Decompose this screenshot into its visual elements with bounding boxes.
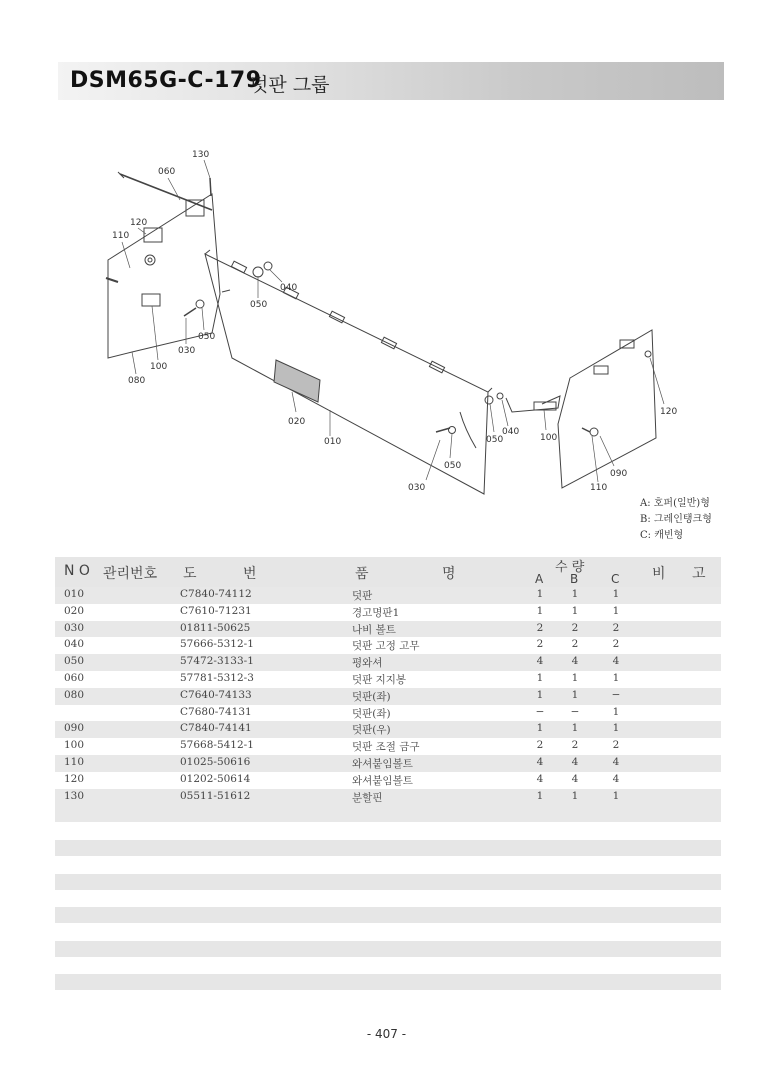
cell-b: 2 bbox=[571, 638, 579, 651]
cell-c: 1 bbox=[612, 789, 620, 802]
header-qty-b: B bbox=[570, 572, 579, 586]
callout-050-mid: 050 bbox=[486, 435, 504, 445]
table-row bbox=[55, 721, 721, 738]
cell-a: 1 bbox=[536, 722, 544, 735]
cell-c: 4 bbox=[612, 655, 620, 668]
right-panel-shape bbox=[558, 330, 656, 488]
table-row bbox=[55, 671, 721, 688]
cell-name: 덧판(좌) bbox=[352, 690, 391, 703]
cell-a: 1 bbox=[536, 671, 544, 684]
cell-no: 060 bbox=[64, 671, 85, 684]
header-no: N O bbox=[64, 563, 90, 579]
callout-030-bottom: 030 bbox=[408, 483, 426, 493]
callout-120-left: 120 bbox=[130, 218, 148, 228]
cell-a: 4 bbox=[536, 772, 544, 785]
cell-c: 1 bbox=[612, 705, 620, 718]
table-row bbox=[55, 688, 721, 705]
blank-row-band bbox=[55, 840, 721, 856]
header-remark-2: 고 bbox=[692, 566, 706, 582]
cell-dwg: 01811-50625 bbox=[180, 621, 251, 634]
callout-120-right: 120 bbox=[660, 407, 678, 417]
cell-name: 경고명판1 bbox=[352, 606, 400, 619]
cell-c: 1 bbox=[612, 671, 620, 684]
callout-110-right: 110 bbox=[590, 483, 608, 493]
cell-b: 4 bbox=[571, 755, 579, 768]
header-name-2: 명 bbox=[442, 566, 456, 582]
cell-c: 1 bbox=[612, 588, 620, 600]
cell-name: 나비 볼트 bbox=[352, 623, 396, 636]
header-quantity: 수 량 bbox=[555, 560, 585, 575]
callout-100-right: 100 bbox=[540, 433, 558, 443]
cell-no: 110 bbox=[64, 755, 85, 768]
parts-table-body bbox=[55, 587, 721, 822]
exploded-parts-diagram bbox=[0, 130, 773, 550]
cell-a: 1 bbox=[536, 688, 544, 701]
callout-010: 010 bbox=[324, 437, 342, 447]
variant-legend bbox=[640, 496, 712, 544]
table-row bbox=[55, 755, 721, 772]
table-row bbox=[55, 604, 721, 621]
cell-c: 4 bbox=[612, 772, 620, 785]
part-group-code: DSM65G-C-179 bbox=[70, 68, 262, 93]
table-row bbox=[55, 637, 721, 654]
cell-name: 덧판 지지봉 bbox=[352, 673, 407, 686]
cell-name: 분할핀 bbox=[352, 791, 383, 804]
header-drawing-2: 번 bbox=[243, 566, 257, 582]
header-qty-c: C bbox=[611, 572, 620, 586]
callout-020: 020 bbox=[288, 417, 306, 427]
cell-no: 100 bbox=[64, 739, 85, 752]
callout-100-left: 100 bbox=[150, 362, 168, 372]
cell-dwg: 05511-51612 bbox=[180, 789, 251, 802]
cell-c: 2 bbox=[612, 638, 620, 651]
main-panel-shape bbox=[205, 254, 488, 494]
cell-a: 1 bbox=[536, 604, 544, 617]
cell-a: 1 bbox=[536, 588, 544, 600]
cell-c: 1 bbox=[612, 722, 620, 735]
cell-no: 090 bbox=[64, 722, 85, 735]
callout-060: 060 bbox=[158, 167, 176, 177]
parts-table-header bbox=[55, 557, 721, 587]
cell-dwg: 57472-3133-1 bbox=[180, 655, 254, 668]
cell-a: 4 bbox=[536, 655, 544, 668]
cell-name: 덧판(좌) bbox=[352, 707, 391, 720]
table-row bbox=[55, 705, 721, 722]
blank-row-band bbox=[55, 974, 721, 990]
cell-dwg: 57668-5412-1 bbox=[180, 739, 254, 752]
header-name-1: 품 bbox=[355, 566, 369, 582]
callout-030-left: 030 bbox=[178, 346, 196, 356]
cell-dwg: C7840-74141 bbox=[180, 722, 252, 735]
cell-b: 2 bbox=[571, 739, 579, 752]
cell-name: 덧판 고정 고무 bbox=[352, 640, 420, 653]
cell-c: 1 bbox=[612, 604, 620, 617]
table-row-empty bbox=[55, 805, 721, 822]
cell-dwg: 57666-5312-1 bbox=[180, 638, 254, 651]
cell-b: 1 bbox=[571, 671, 579, 684]
cell-c: − bbox=[611, 688, 621, 701]
cell-dwg: C7680-74131 bbox=[180, 705, 252, 718]
cell-b: 1 bbox=[571, 789, 579, 802]
cell-no: 010 bbox=[64, 588, 85, 600]
cell-a: 2 bbox=[536, 621, 544, 634]
callout-040-top: 040 bbox=[280, 283, 298, 293]
callout-040-right: 040 bbox=[502, 427, 520, 437]
cell-a: 2 bbox=[536, 638, 544, 651]
cell-no: 120 bbox=[64, 772, 85, 785]
table-row bbox=[55, 772, 721, 789]
cell-a: − bbox=[535, 705, 545, 718]
cell-b: 2 bbox=[571, 621, 579, 634]
callout-110-left: 110 bbox=[112, 231, 130, 241]
cell-dwg: 01025-50616 bbox=[180, 755, 251, 768]
cell-b: 4 bbox=[571, 655, 579, 668]
blank-row-band bbox=[55, 907, 721, 923]
cell-b: 1 bbox=[571, 722, 579, 735]
cell-dwg: C7840-74112 bbox=[180, 588, 252, 600]
cell-c: 4 bbox=[612, 755, 620, 768]
cell-name: 와셔붙임볼트 bbox=[352, 774, 413, 787]
cell-b: 1 bbox=[571, 604, 579, 617]
cell-b: 1 bbox=[571, 688, 579, 701]
part-group-title: 덧판 그룹 bbox=[250, 74, 330, 96]
cell-name: 덧판 bbox=[352, 590, 373, 602]
cell-a: 1 bbox=[536, 789, 544, 802]
cell-no: 040 bbox=[64, 638, 85, 651]
callout-130: 130 bbox=[192, 150, 210, 160]
cell-name: 덧판 조절 금구 bbox=[352, 741, 420, 754]
cell-no: 080 bbox=[64, 688, 85, 701]
cell-no: 030 bbox=[64, 621, 85, 634]
cell-no: 050 bbox=[64, 655, 85, 668]
table-row bbox=[55, 738, 721, 755]
table-row bbox=[55, 587, 721, 604]
table-row bbox=[55, 654, 721, 671]
cell-c: 2 bbox=[612, 739, 620, 752]
cell-a: 4 bbox=[536, 755, 544, 768]
header-mgmt-no: 관리번호 bbox=[103, 566, 158, 582]
cell-a: 2 bbox=[536, 739, 544, 752]
parts-table bbox=[55, 557, 721, 822]
cell-dwg: C7640-74133 bbox=[180, 688, 252, 701]
cell-c: 2 bbox=[612, 621, 620, 634]
warning-label-shape bbox=[274, 360, 320, 402]
cell-no: 130 bbox=[64, 789, 85, 802]
legend-item-a: A: 호퍼(일반)형 bbox=[640, 498, 710, 509]
callout-090: 090 bbox=[610, 469, 628, 479]
blank-row-band bbox=[55, 941, 721, 957]
callout-050-bottom: 050 bbox=[444, 461, 462, 471]
cell-b: − bbox=[570, 705, 580, 718]
legend-item-c: C: 캐빈형 bbox=[640, 530, 684, 541]
callout-080: 080 bbox=[128, 376, 146, 386]
cell-dwg: 57781-5312-3 bbox=[180, 671, 254, 684]
cell-no: 020 bbox=[64, 604, 85, 617]
header-remark-1: 비 bbox=[652, 566, 666, 582]
cell-b: 4 bbox=[571, 772, 579, 785]
table-row bbox=[55, 789, 721, 806]
cell-name: 와셔붙임볼트 bbox=[352, 757, 413, 770]
legend-item-b: B: 그레인탱크형 bbox=[640, 514, 712, 525]
callout-050-top: 050 bbox=[250, 300, 268, 310]
support-rod bbox=[120, 174, 212, 210]
callout-050-left: 050 bbox=[198, 332, 216, 342]
cell-name: 평와셔 bbox=[352, 657, 383, 670]
cell-dwg: C7610-71231 bbox=[180, 604, 252, 617]
page-number: - 407 - bbox=[366, 1027, 407, 1041]
cell-b: 1 bbox=[571, 588, 579, 600]
header-qty-a: A bbox=[535, 572, 544, 586]
header-drawing-1: 도 bbox=[183, 566, 197, 582]
cell-name: 덧판(우) bbox=[352, 724, 391, 737]
table-row bbox=[55, 621, 721, 638]
cell-dwg: 01202-50614 bbox=[180, 772, 251, 785]
blank-row-band bbox=[55, 874, 721, 890]
